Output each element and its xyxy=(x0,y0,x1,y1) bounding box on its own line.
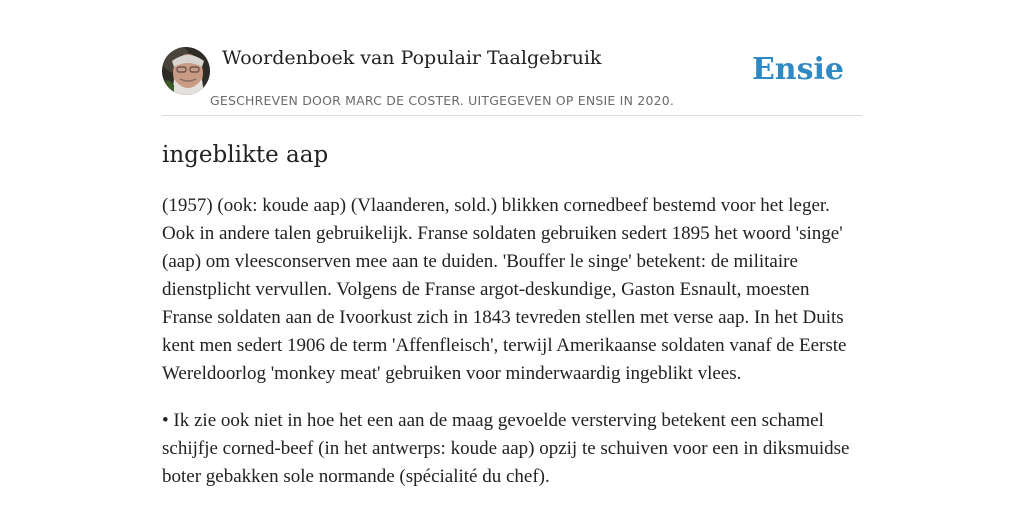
ensie-logo-link[interactable]: Ensie xyxy=(751,52,844,87)
author-byline: GESCHREVEN DOOR MARC DE COSTER. UITGEGEVEN OP ENSIE IN 2020. xyxy=(210,93,675,108)
author-avatar[interactable] xyxy=(162,47,210,95)
definition-paragraph: (1957) (ook: koude aap) (Vlaanderen, sold.) blikken cornedbeef bestemd voor het leger. Ook in andere talen gebruikelijk. Franse soldaten gebruiken sedert 1895 het woord 'singe' (aap) om vleesconserven mee aan te duiden. 'Bouffer le singe' betekent: de militaire dienstplicht vervullen. Volgens de Franse argot-deskundige, Gaston Esnault, moesten Franse soldaten aan de Ivoorkust zich in 1843 tevreden stellen met verse aap. In het Duits kent men sedert 1906 de term 'Affenfleisch', terwijl Amerikaanse soldaten vanaf de Eerste Wereldoorlog 'monkey meat' gebruiken voor minderwaardig ingeblikt vlees. xyxy=(162,195,847,384)
header xyxy=(162,46,862,116)
book-title[interactable]: Woordenboek van Populair Taalgebruik xyxy=(222,47,602,69)
entry-definition xyxy=(162,192,864,510)
example-paragraph: • Ik zie ook niet in hoe het een aan de maag gevoelde versterving betekent een schamel schijfje corned-beef (in het antwerps: koude aap) opzij te schuiven voor een in diksmuidse boter gebakken sole normande (spécialité du chef). xyxy=(162,410,850,487)
author-portrait-icon xyxy=(162,47,210,95)
entry-term: ingeblikte aap xyxy=(162,142,329,168)
